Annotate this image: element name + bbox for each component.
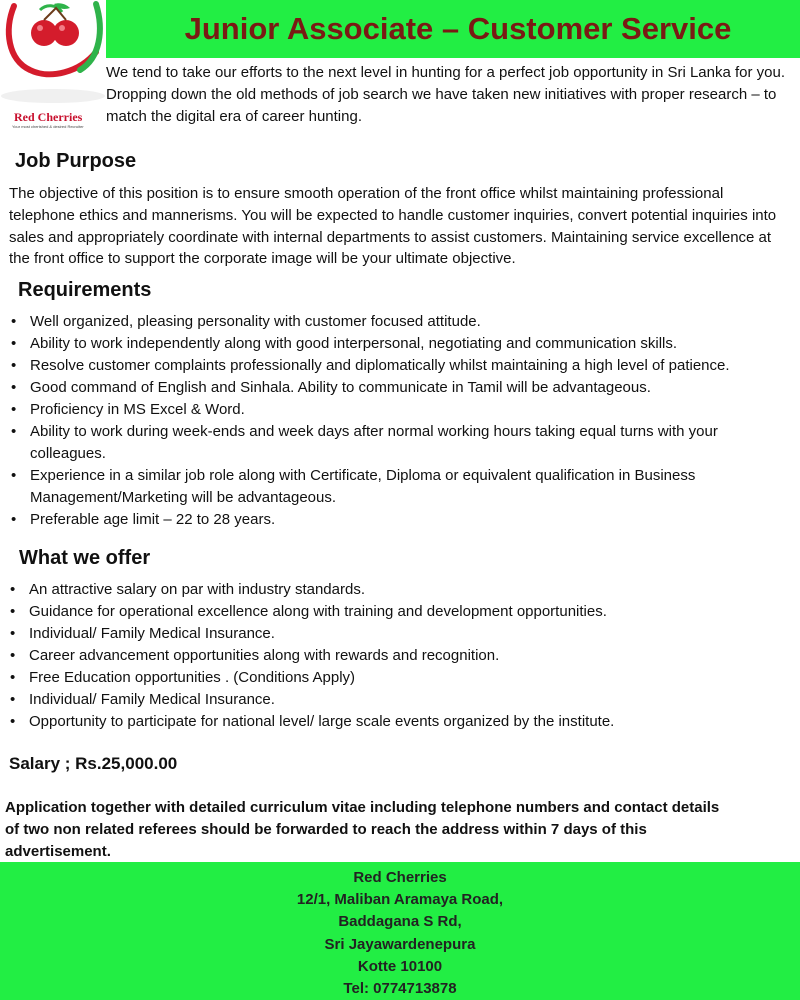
address-line: Kotte 10100 [357, 957, 443, 975]
job-title: Junior Associate – Customer Service [184, 11, 732, 46]
offer-list [29, 579, 789, 733]
list-item: • Individual/ Family Medical Insurance. [29, 689, 789, 711]
company-logo [0, 0, 106, 132]
logo-brand-text: Red Cherries [14, 110, 83, 124]
list-item: • Good command of English and Sinhala. Ability to communicate in Tamil will be advantageous. [30, 377, 790, 399]
cherries-logo-icon [0, 0, 106, 110]
list-item: • Ability to work during week-ends and week days after normal working hours taking equal turns with your colleagues. [30, 421, 790, 465]
application-instructions: Application together with detailed curriculum vitae including telephone numbers and contact details of two non related referees should be forwarded to reach the address within 7 days of this advertisement. [5, 799, 720, 860]
list-item: • Well organized, pleasing personality with customer focused attitude. [30, 311, 790, 333]
list-item: • Preferable age limit – 22 to 28 years. [30, 509, 790, 531]
intro-paragraph: We tend to take our efforts to the next level in hunting for a perfect job opportunity in Sri Lanka for you. Dropping down the old methods of job search we have taken new initiatives with proper research – to match the digital era of career hunting. [106, 64, 786, 125]
list-item: • Individual/ Family Medical Insurance. [29, 623, 789, 645]
list-item: • Ability to work independently along with good interpersonal, negotiating and communication skills. [30, 333, 790, 355]
title-banner [106, 0, 800, 58]
requirements-heading: Requirements [18, 279, 152, 301]
address-line: Sri Jayawardenepura [324, 935, 476, 953]
list-item: • Opportunity to participate for national level/ large scale events organized by the institute. [29, 711, 789, 733]
list-item: • Guidance for operational excellence along with training and development opportunities. [29, 601, 789, 623]
address-footer [0, 862, 800, 1000]
address-company: Red Cherries [353, 869, 447, 886]
list-item: • Career advancement opportunities along with rewards and recognition. [29, 645, 789, 667]
telephone-number: Tel: 0774713878 [343, 980, 457, 998]
list-item: • Experience in a similar job role along with Certificate, Diploma or equivalent qualification in Business Management/Marketing will be advantageous. [30, 465, 790, 509]
logo-tagline: Your most cherished & desired Recruiter [12, 124, 84, 129]
list-item: • Proficiency in MS Excel & Word. [30, 399, 790, 421]
salary-text: Salary ; Rs.25,000.00 [9, 754, 178, 773]
list-item: • Resolve customer complaints professionally and diplomatically whilst maintaining a high level of patience. [30, 355, 790, 377]
list-item: • Free Education opportunities . (Conditions Apply) [29, 667, 789, 689]
job-purpose-heading: Job Purpose [15, 150, 137, 172]
list-item: • An attractive salary on par with industry standards. [29, 579, 789, 601]
job-purpose-text: The objective of this position is to ensure smooth operation of the front office whilst maintaining professional telephone ethics and mannerisms. You will be expected to handle customer inquiries, convert potential inquiries into sales and appropriately coordinate with internal departments to assist customers. Maintaining service excellence at the front office to support the corporate image will be your ultimate objective. [9, 185, 777, 268]
requirements-list [30, 311, 790, 531]
address-line: Baddagana S Rd, [338, 913, 462, 931]
address-line: 12/1, Maliban Aramaya Road, [296, 891, 504, 909]
offer-heading: What we offer [19, 547, 151, 569]
